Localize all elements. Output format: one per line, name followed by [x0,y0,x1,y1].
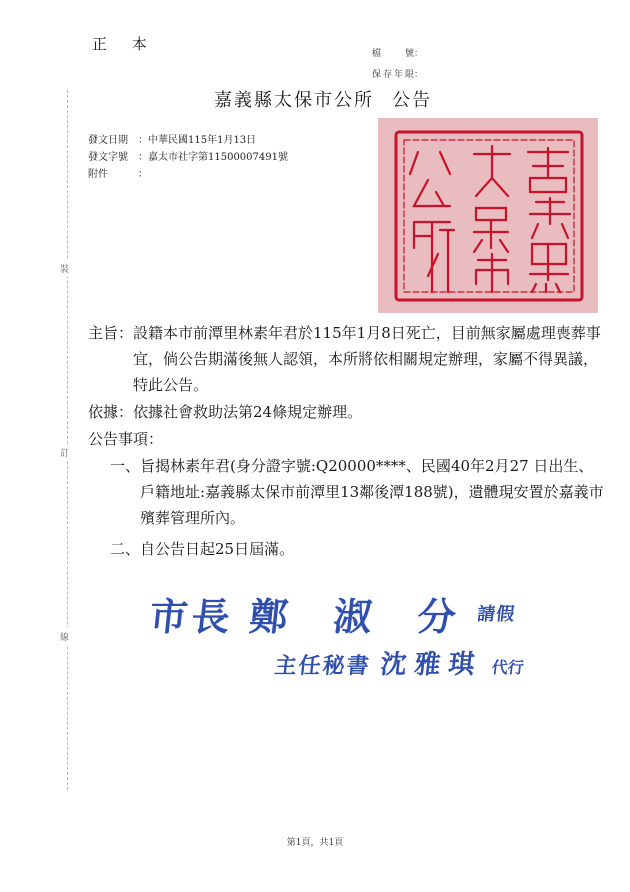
notice-item [88,536,608,562]
archive-number-row: 檔 號 ： [372,44,424,65]
dispatch-date-row: 發文日期 ： 中華民國115年1月13日 [88,132,288,149]
official-seal [378,118,598,313]
dispatch-number-label: 發文字號 [88,152,128,163]
dispatch-meta [88,132,288,183]
dispatch-date-value: 中華民國115年1月13日 [148,135,257,146]
subject-label: 主旨： [88,324,134,342]
issuing-office: 嘉義縣太保市公所 [214,90,374,111]
attachment-label: 附件 [88,169,108,180]
subject-text: 設籍本市前潭里林素年君於115年1月8日死亡，目前無家屬處理喪葬事宜，倘公告期滿後無人認領，本所將依相關規定辦理，家屬不得異議，特此公告。 [133,324,601,394]
binding-mark-bottom: 線 [60,628,69,645]
binding-margin [28,90,70,790]
signature-block [147,586,525,680]
deputy-title: 主任秘書 [273,653,373,679]
basis-text: 依據社會救助法第24條規定辦理。 [133,403,363,421]
binding-mark-middle: 訂 [60,444,69,461]
retention-period-row: 保存年限 ： [372,65,424,86]
subject-paragraph [88,320,608,398]
acting-note: 代行 [490,658,525,677]
document-kind: 公告 [392,90,432,111]
notice-items-heading [88,426,608,452]
notice-items-label: 公告事項： [88,430,164,448]
notice-body [88,320,608,562]
retention-period-label: 保存年限 [372,70,414,80]
attachment-row: 附件 ： [88,166,288,183]
notice-item-text: 自公告日起25日屆滿。 [140,540,295,558]
binding-mark-top: 裝 [60,260,69,277]
deputy-name: 沈雅琪 [378,650,485,680]
basis-label: 依據： [88,403,134,421]
notice-item [88,453,608,531]
seal-stamp-graphic [378,118,598,313]
notice-item-number: 二、 [110,540,141,558]
archive-number-label: 檔 號 [372,49,414,59]
deputy-signature [273,644,526,681]
on-leave-note: 請假 [476,604,517,625]
basis-paragraph [88,399,608,425]
copy-mark: 正 本 [92,35,157,53]
notice-item-text: 旨揭林素年君(身分證字號:Q20000****、民國40年2月27 日出生、戶籍地址:嘉義縣太保市前潭里13鄰後潭188號)，遺體現安置於嘉義市殯葬管理所內。 [140,457,604,527]
dispatch-number-value: 嘉太市社字第11500007491號 [148,152,288,163]
dispatch-date-label: 發文日期 [88,135,128,146]
mayor-signature [147,586,518,641]
archive-meta [372,44,424,86]
mayor-title: 市長 [147,594,237,639]
dispatch-number-row: 發文字號 ： 嘉太市社字第11500007491號 [88,149,288,166]
page-footer: 第1頁，共1頁 [286,838,344,848]
mayor-name: 鄭 淑 分 [247,594,463,639]
notice-item-number: 一、 [110,457,141,475]
document-title [214,86,432,112]
